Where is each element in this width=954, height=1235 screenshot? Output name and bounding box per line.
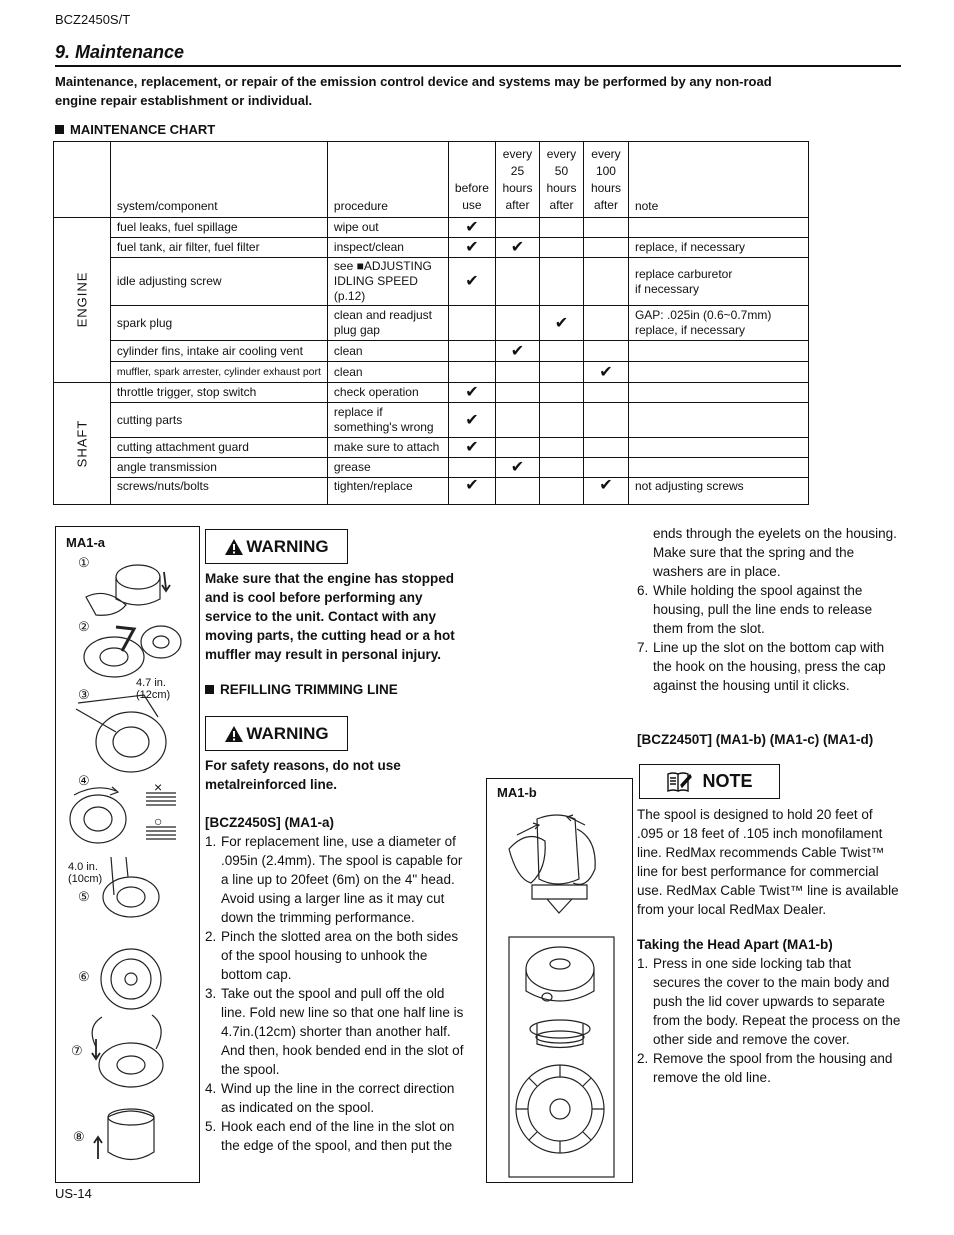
section-shaft: SHAFT <box>54 383 111 505</box>
head-apart-heading: Taking the Head Apart (MA1-b) <box>637 937 833 952</box>
cell-procedure: clean and readjust plug gap <box>327 306 448 341</box>
cell-procedure: wipe out <box>327 218 448 238</box>
cell-note <box>628 362 808 383</box>
figure-label: MA1-a <box>66 535 106 550</box>
list-item: 3. Take out the spool and pull off the old line. Fold new line so that one half line is 4.7in.(12cm) shorter than another half. And then, hook bended end in the slot of the spool. <box>205 986 464 1077</box>
figure-label: MA1-b <box>497 785 537 800</box>
cell-system: cutting parts <box>110 403 327 438</box>
header-25-hours: every 25 hours after <box>495 142 539 218</box>
cell-system: muffler, spark arrester, cylinder exhaust port <box>110 362 327 383</box>
cell-procedure: inspect/clean <box>327 238 448 258</box>
check-mark: ✔ <box>539 306 583 341</box>
header-system: system/component <box>110 142 327 218</box>
cell-note: replace, if necessary <box>628 238 808 258</box>
head-apart-steps <box>637 954 902 1087</box>
spool-illustrations <box>56 527 199 1182</box>
cell-procedure: grease <box>327 458 448 478</box>
cell-system: idle adjusting screw <box>110 258 327 306</box>
cell-system: spark plug <box>110 306 327 341</box>
check-mark: ✔ <box>448 403 495 438</box>
trimmer-head-illustrations <box>487 779 632 1182</box>
cell-procedure: clean <box>327 341 448 362</box>
table-row <box>54 438 809 458</box>
header-blank <box>54 142 111 218</box>
note-text-label: NOTE <box>702 771 753 791</box>
cell-system: throttle trigger, stop switch <box>110 383 327 403</box>
header-50-hours: every 50 hours after <box>539 142 583 218</box>
list-item: 1. Press in one side locking tab that secures the cover to the main body and push the lid cover upwards to separate from the body. Repeat the process on the other side and remove the cover. <box>637 956 901 1047</box>
check-mark: ✔ <box>448 438 495 458</box>
header-before-use: before use <box>448 142 495 218</box>
table-row <box>54 258 809 306</box>
check-mark: ✔ <box>448 478 495 505</box>
cell-note <box>628 438 808 458</box>
check-mark: ✔ <box>448 238 495 258</box>
cell-note <box>628 383 808 403</box>
note-text: The spool is designed to hold 20 feet of .095 or 18 feet of .105 inch monofilament line. RedMax recommends Cable Twist™ line for best performance for commercial use. RedMax Cable Twist™ line is available from your local RedMax Dealer. <box>637 807 899 917</box>
note-book-icon <box>666 771 692 793</box>
check-mark: ✔ <box>583 362 628 383</box>
cell-procedure: clean <box>327 362 448 383</box>
model-number: BCZ2450S/T <box>55 12 131 27</box>
cell-procedure: tighten/replace <box>327 478 448 505</box>
cell-note <box>628 458 808 478</box>
dimension-label: 4.0 in. (10cm) <box>68 861 103 885</box>
table-row <box>54 458 809 478</box>
list-item: 4. Wind up the line in the correct direction as indicated on the spool. <box>205 1081 455 1115</box>
cell-note <box>628 341 808 362</box>
refill-heading: REFILLING TRIMMING LINE <box>205 680 398 699</box>
cell-procedure: replace if something's wrong <box>327 403 448 438</box>
wrong-mark: × <box>154 779 163 795</box>
warning-2-text: For safety reasons, do not use metalreinforced line. <box>205 758 401 792</box>
header-note: note <box>628 142 808 218</box>
cell-procedure: see ■ADJUSTING IDLING SPEED (p.12) <box>327 258 448 306</box>
warning-text: WARNING <box>246 536 329 556</box>
list-item: 5. Hook each end of the line in the slot on the edge of the spool, and then put the <box>205 1119 455 1153</box>
step-number: ⑦ <box>71 1043 83 1058</box>
warning-triangle-icon <box>224 725 244 743</box>
table-row <box>54 383 809 403</box>
bcz2450s-steps <box>205 832 470 1155</box>
cell-note <box>628 218 808 238</box>
chart-heading <box>55 122 215 137</box>
cell-system: fuel leaks, fuel spillage <box>110 218 327 238</box>
maintenance-chart <box>53 141 809 505</box>
warning-1-text: Make sure that the engine has stopped and is cool before performing any service to the unit. Contact with any moving parts, the cutting head or a hot muffler may result in personal injury. <box>205 571 455 662</box>
header-procedure: procedure <box>327 142 448 218</box>
warning-text: WARNING <box>246 723 329 743</box>
title-rule <box>55 65 901 67</box>
section-title: 9. Maintenance <box>55 42 185 62</box>
bcz2450s-heading: [BCZ2450S] (MA1-a) <box>205 815 335 830</box>
chart-heading-label: MAINTENANCE CHART <box>70 122 216 137</box>
list-item: 7. Line up the slot on the bottom cap with the hook on the housing, press the cap against the housing until it clicks. <box>637 640 886 693</box>
cell-note: GAP: .025in (0.6~0.7mm) replace, if necessary <box>628 306 808 341</box>
right-mark: ○ <box>154 813 163 829</box>
check-mark: ✔ <box>495 341 539 362</box>
table-row <box>54 403 809 438</box>
table-row <box>54 478 809 505</box>
step-5-continued: ends through the eyelets on the housing. Make sure that the spring and the washers are in place. <box>653 526 897 579</box>
cell-note: replace carburetor if necessary <box>628 258 808 306</box>
header-100-hours: every 100 hours after <box>583 142 628 218</box>
step-number: ② <box>78 619 90 634</box>
chart-header-row <box>54 142 809 218</box>
square-bullet-icon <box>55 125 64 134</box>
cell-system: fuel tank, air filter, fuel filter <box>110 238 327 258</box>
check-mark: ✔ <box>448 218 495 238</box>
step-number: ④ <box>78 773 90 788</box>
step-number: ⑤ <box>78 889 90 904</box>
table-row <box>54 306 809 341</box>
cell-note: not adjusting screws <box>628 478 808 505</box>
table-row <box>54 341 809 362</box>
list-item: 2. Remove the spool from the housing and remove the old line. <box>637 1051 893 1085</box>
step-number: ⑧ <box>73 1129 85 1144</box>
note-label <box>639 764 780 799</box>
check-mark: ✔ <box>495 238 539 258</box>
check-mark: ✔ <box>583 478 628 505</box>
step-number: ⑥ <box>78 969 90 984</box>
continued-steps <box>637 524 902 695</box>
cell-system: cutting attachment guard <box>110 438 327 458</box>
dimension-label: 4.7 in. (12cm) <box>136 677 171 701</box>
intro-text: Maintenance, replacement, or repair of the emission control device and systems may be performed by any non-road engine repair establishment or individual. <box>55 74 772 108</box>
cell-system: cylinder fins, intake air cooling vent <box>110 341 327 362</box>
step-number: ③ <box>78 687 90 702</box>
cell-note <box>628 403 808 438</box>
warning-label-1 <box>205 529 348 564</box>
square-bullet-icon <box>205 685 214 694</box>
list-item: 1. For replacement line, use a diameter of .095in (2.4mm). The spool is capable for a line up to 20feet (6m) on the 4" head. Avoid using a larger line as it may cut down the trimming performance. <box>205 834 463 925</box>
list-item: 2. Pinch the slotted area on the both sides of the spool housing to unhook the bottom cap. <box>205 929 459 982</box>
table-row <box>54 218 809 238</box>
section-engine: ENGINE <box>54 218 111 383</box>
cell-procedure: check operation <box>327 383 448 403</box>
warning-label-2 <box>205 716 348 751</box>
figure-ma1-a <box>55 526 200 1183</box>
table-row <box>54 238 809 258</box>
check-mark: ✔ <box>448 383 495 403</box>
table-row <box>54 362 809 383</box>
step-number: ① <box>78 555 90 570</box>
check-mark: ✔ <box>495 458 539 478</box>
cell-system: screws/nuts/bolts <box>110 478 327 505</box>
cell-procedure: make sure to attach <box>327 438 448 458</box>
page-number: US-14 <box>55 1186 92 1201</box>
bcz2450t-heading: [BCZ2450T] (MA1-b) (MA1-c) (MA1-d) <box>637 732 874 747</box>
list-item: 6. While holding the spool against the housing, pull the line ends to release them from the slot. <box>637 583 873 636</box>
warning-triangle-icon <box>224 538 244 556</box>
figure-ma1-b <box>486 778 633 1183</box>
check-mark: ✔ <box>448 258 495 306</box>
cell-system: angle transmission <box>110 458 327 478</box>
